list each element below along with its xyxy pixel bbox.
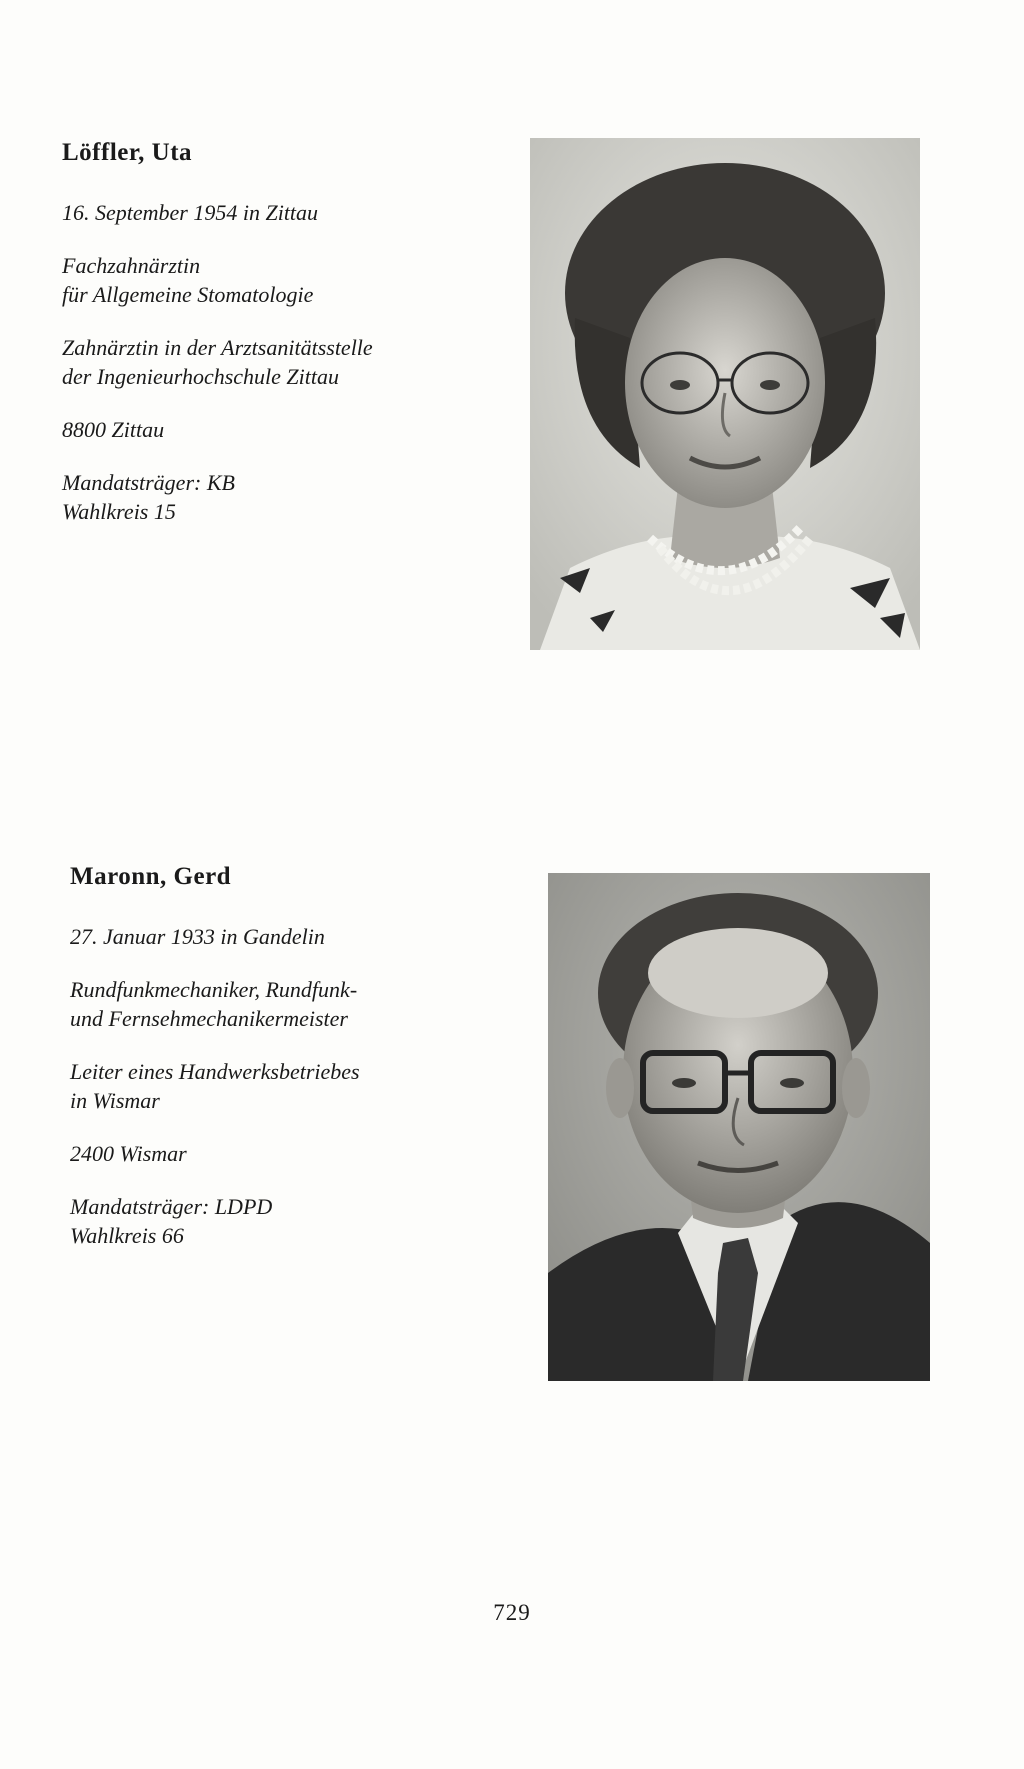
electoral-district: Wahlkreis 66 [70, 1223, 184, 1248]
mandate: Mandatsträger: KB [62, 470, 235, 495]
mandate: Mandatsträger: LDPD [70, 1194, 273, 1219]
birth-info: 27. Januar 1933 in Gandelin [70, 924, 325, 949]
location: 8800 Zittau [62, 417, 165, 442]
biography-entry-loeffler [62, 138, 502, 526]
profession-line-1: Rundfunkmechaniker, Rundfunk- [70, 977, 358, 1002]
portrait-man-image [548, 873, 930, 1381]
biography-entry-maronn [70, 862, 510, 1250]
profession-line-2: und Fernsehmechanikermeister [70, 1006, 348, 1031]
location: 2400 Wismar [70, 1141, 187, 1166]
portrait-photo-loeffler [530, 138, 920, 650]
profession-line-2: für Allgemeine Stomatologie [62, 282, 314, 307]
profession-line-1: Fachzahnärztin [62, 253, 201, 278]
birth-info: 16. September 1954 in Zittau [62, 200, 319, 225]
position-line-2: in Wismar [70, 1088, 160, 1113]
portrait-woman-image [530, 138, 920, 650]
electoral-district: Wahlkreis 15 [62, 499, 176, 524]
page-number: 729 [493, 1600, 531, 1625]
position-line-2: der Ingenieurhochschule Zittau [62, 364, 339, 389]
portrait-photo-maronn [548, 873, 930, 1381]
position-line-1: Leiter eines Handwerksbetriebes [70, 1059, 360, 1084]
person-name: Löffler, Uta [62, 139, 193, 166]
person-name: Maronn, Gerd [70, 863, 232, 890]
position-line-1: Zahnärztin in der Arztsanitätsstelle [62, 335, 373, 360]
